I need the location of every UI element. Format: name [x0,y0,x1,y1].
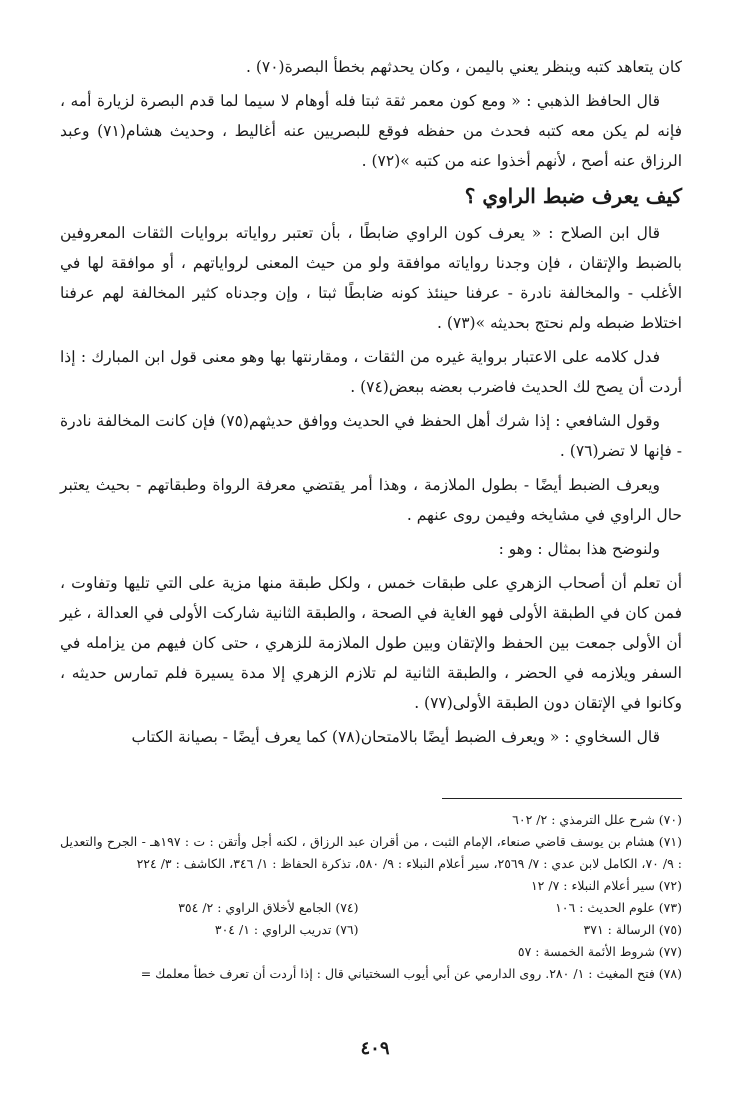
paragraph: كان يتعاهد كتبه وينظر يعني باليمن ، وكان يحدثهم بخطأ البصرة(٧٠) . [245,58,682,76]
paragraph: قال ابن الصلاح : « يعرف كون الراوي ضابطًا ، بأن تعتبر رواياته بروايات الثقات المعروفين بالضبط والإتقان ، فإن وجدنا رواياته موافقة ولو من حيث المعنى لرواياتهم ، أو موافقة لها في الأغلب - والمخالفة نادرة - عرفنا حينئذ كونه ضابطًا ثبتا ، وإن وجدناه كثير المخالفة لهم عرفنا اختلاط ضبطه ولم نحتج بحديثه »(٧٣) . [60,224,682,332]
footnote: (٧٧) شروط الأئمة الخمسة : ٥٧ [517,944,682,959]
paragraph: ولنوضح هذا بمثال : وهو : [498,540,660,558]
footnote-row [60,919,682,941]
footnote: (٧٠) شرح علل الترمذي : ٢/ ٦٠٢ [512,812,682,827]
page-number: ٤٠٩ [360,1038,390,1059]
footnotes [60,809,682,985]
footnote: (٧٢) سير أعلام النبلاء : ٧/ ١٢ [530,878,682,893]
footnote: (٧٨) فتح المغيث : ١/ ٢٨٠. روى الدارمي عن أبي أيوب السختياني قال : إذا أردت أن تعرف خطأ معلمك = [140,966,682,981]
footnote-divider [442,798,682,799]
paragraph: قال الحافظ الذهبي : « ومع كون معمر ثقة ثبتا فله أوهام لا سيما لما قدم البصرة لزيارة أمه ، فإنه لم يكن معه كتبه فحدث من حفظه فوقع للبصريين عنه أغاليط ، وحديث هشام(٧١) وعبد الرزاق عنه أصح ، لأنهم أخذوا عنه من كتبه »(٧٢) . [60,92,682,170]
paragraph: وقول الشافعي : إذا شرك أهل الحفظ في الحديث ووافق حديثهم(٧٥) فإن كانت المخالفة نادرة - فإنها لا تضر(٧٦) . [60,412,682,460]
paragraph: ويعرف الضبط أيضًا - بطول الملازمة ، وهذا أمر يقتضي معرفة الرواة وطبقاتهم - بحيث يعتبر حال الراوي في مشايخه وفيمن روى عنهم . [60,476,682,524]
paragraph: أن تعلم أن أصحاب الزهري على طبقات خمس ، ولكل طبقة منها مزية على التي تليها وتفاوت ، فمن كان في الطبقة الأولى فهو الغاية في الصحة ، والطبقة الثانية شاركت الأولى في العدالة ، غير أن الأولى جمعت بين الحفظ والإتقان وبين طول الملازمة للزهري ، حتى كان فيهم من يزامله في السفر ويلازمه في الحضر ، والطبقة الثانية لم تلازم الزهري إلا مدة يسيرة فلم تمارس حديثه ، وكانوا في الإتقان دون الطبقة الأولى(٧٧) . [60,574,682,712]
footnote: (٧١) هشام بن يوسف قاضي صنعاء، الإمام الثبت ، من أقران عبد الرزاق ، لكنه أجل وأتقن : ت : ١٩٧هـ - الجرح والتعديل : ٩/ ٧٠، الكامل لابن عدي : ٧/ ٢٥٦٩، سير أعلام النبلاء : ٩/ ٥٨٠، تذكرة الحفاظ : ١/ ٣٤٦، الكاشف : ٣/ ٢٢٤ [60,834,683,871]
section-heading: كيف يعرف ضبط الراوي ؟ [464,184,682,208]
footnote: (٧٥) الرسالة : ٣٧١ [583,922,682,937]
footnote-row [60,897,682,919]
footnote: (٧٣) علوم الحديث : ١٠٦ [555,900,682,915]
footnote: (٧٤) الجامع لأخلاق الراوي : ٢/ ٣٥٤ [178,900,359,915]
paragraph: فدل كلامه على الاعتبار برواية غيره من الثقات ، ومقارنتها بها وهو معنى قول ابن المبارك : إذا أردت أن يصح لك الحديث فاضرب بعضه ببعض(٧٤) . [60,348,682,396]
paragraph: قال السخاوي : « ويعرف الضبط أيضًا بالامتحان(٧٨) كما يعرف أيضًا - بصيانة الكتاب [131,728,660,746]
footnote: (٧٦) تدريب الراوي : ١/ ٣٠٤ [214,922,359,937]
